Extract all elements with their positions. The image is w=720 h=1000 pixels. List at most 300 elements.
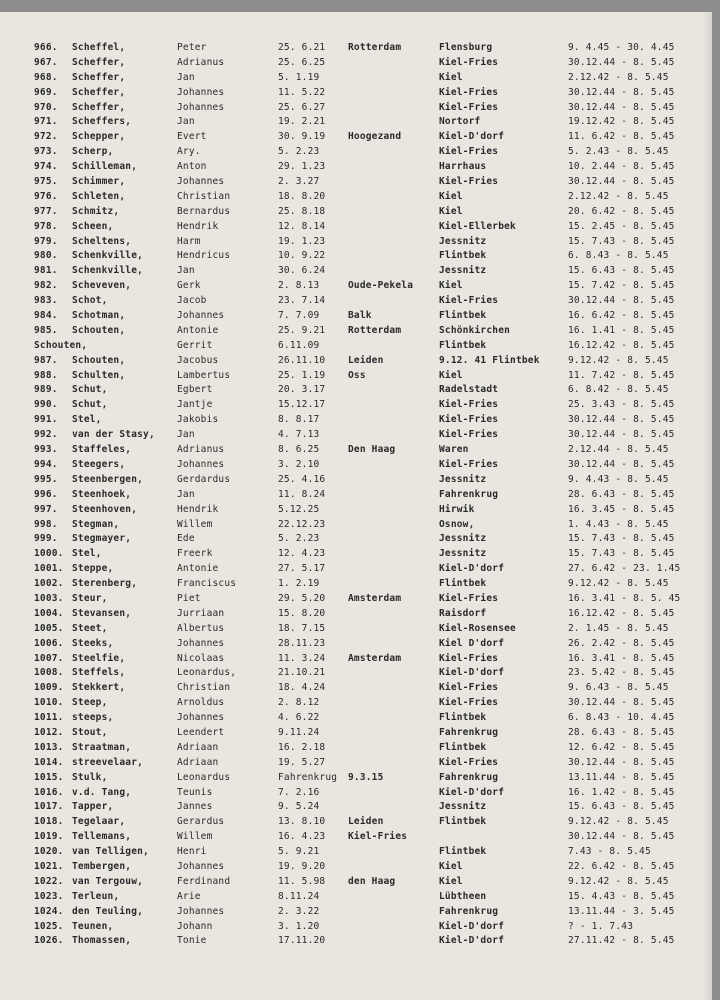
camp-location: Kiel-D'dorf bbox=[439, 786, 505, 798]
camp-location: Kiel-Fries bbox=[439, 458, 499, 470]
surname: Stegmayer, bbox=[72, 533, 132, 545]
surname: Thomassen, bbox=[72, 935, 132, 947]
given-name: Jan bbox=[177, 488, 195, 500]
camp-location: Hirwik bbox=[439, 503, 475, 515]
record-row bbox=[0, 116, 712, 131]
birth-date: 2. 3.27 bbox=[278, 176, 320, 188]
period-dates: 10. 2.44 - 8. 5.45 bbox=[568, 161, 675, 173]
surname: Scheffer, bbox=[72, 71, 126, 83]
camp-location: Jessnitz bbox=[439, 533, 487, 545]
camp-location: Flintbek bbox=[439, 741, 487, 753]
surname: van Telligen, bbox=[72, 846, 149, 858]
camp-location: Radelstadt bbox=[439, 384, 499, 396]
camp-location: Waren bbox=[439, 444, 469, 456]
period-dates: 16.12.42 - 8. 5.45 bbox=[568, 339, 675, 351]
given-name: Leonardus bbox=[177, 771, 231, 783]
surname: den Teuling, bbox=[72, 905, 144, 917]
camp-location: Fahrenkrug bbox=[439, 771, 499, 783]
record-number: 1016. bbox=[34, 786, 64, 798]
surname: Schleten, bbox=[72, 190, 126, 202]
surname: Scheen, bbox=[72, 220, 114, 232]
record-row bbox=[0, 697, 712, 712]
given-name: Johannes bbox=[177, 86, 225, 98]
given-name: Adriaan bbox=[177, 756, 219, 768]
surname: Sterenberg, bbox=[72, 578, 138, 590]
birth-date: 18. 8.20 bbox=[278, 190, 326, 202]
birth-place: 9.3.15 bbox=[348, 771, 384, 783]
record-number: 1008. bbox=[34, 667, 64, 679]
record-number: 977. bbox=[34, 205, 58, 217]
record-number: 1005. bbox=[34, 622, 64, 634]
period-dates: 9.12.42 - 8. 5.45 bbox=[568, 816, 669, 828]
birth-place: den Haag bbox=[348, 875, 396, 887]
given-name: Gerk bbox=[177, 280, 201, 292]
given-name: Bernardus bbox=[177, 205, 231, 217]
surname: Teunen, bbox=[72, 920, 114, 932]
surname: van der Stasy, bbox=[72, 429, 155, 441]
birth-date: 10. 9.22 bbox=[278, 250, 326, 262]
given-name: Arie bbox=[177, 890, 201, 902]
given-name: Ferdinand bbox=[177, 875, 231, 887]
period-dates: 1. 4.43 - 8. 5.45 bbox=[568, 518, 669, 530]
record-row bbox=[0, 682, 712, 697]
period-dates: 7.43 - 8. 5.45 bbox=[568, 846, 651, 858]
record-row bbox=[0, 161, 712, 176]
camp-location: Kiel-Fries bbox=[439, 295, 499, 307]
surname: Scheffers, bbox=[72, 116, 132, 128]
camp-location: Kiel-Fries bbox=[439, 56, 499, 68]
given-name: Arnoldus bbox=[177, 697, 225, 709]
given-name: Egbert bbox=[177, 384, 213, 396]
record-number: 1007. bbox=[34, 652, 64, 664]
record-number: 974. bbox=[34, 161, 58, 173]
record-number: 1006. bbox=[34, 637, 64, 649]
birth-date: 29. 5.20 bbox=[278, 592, 326, 604]
surname: Tapper, bbox=[72, 801, 114, 813]
surname: Schmitz, bbox=[72, 205, 120, 217]
record-number: 979. bbox=[34, 235, 58, 247]
surname: Schut, bbox=[72, 399, 108, 411]
given-name: Peter bbox=[177, 42, 207, 53]
record-number: 988. bbox=[34, 369, 58, 381]
record-row bbox=[0, 429, 712, 444]
period-dates: 5. 2.43 - 8. 5.45 bbox=[568, 146, 669, 158]
record-row bbox=[0, 772, 712, 787]
record-row bbox=[0, 891, 712, 906]
record-number: 995. bbox=[34, 473, 58, 485]
record-list bbox=[0, 42, 712, 950]
birth-date: 6.11.09 bbox=[278, 339, 320, 351]
record-row bbox=[0, 444, 712, 459]
surname: Schut, bbox=[72, 384, 108, 396]
birth-date: 3. 1.20 bbox=[278, 920, 320, 932]
record-row bbox=[0, 876, 712, 891]
record-row bbox=[0, 206, 712, 221]
birth-date: Fahrenkrug bbox=[278, 771, 338, 783]
period-dates: 6. 8.42 - 8. 5.45 bbox=[568, 384, 669, 396]
record-number: 967. bbox=[34, 56, 58, 68]
record-row bbox=[0, 935, 712, 950]
period-dates: 23. 5.42 - 8. 5.45 bbox=[568, 667, 675, 679]
record-row bbox=[0, 370, 712, 385]
surname: Schulten, bbox=[72, 369, 126, 381]
surname: streevelaar, bbox=[72, 756, 144, 768]
period-dates: 13.11.44 - 3. 5.45 bbox=[568, 905, 675, 917]
record-row bbox=[0, 250, 712, 265]
period-dates: 16. 6.42 - 8. 5.45 bbox=[568, 310, 675, 322]
given-name: Antonie bbox=[177, 324, 219, 336]
camp-location: Kiel-Fries bbox=[439, 414, 499, 426]
birth-place: Rotterdam bbox=[348, 324, 402, 336]
birth-date: 5. 2.23 bbox=[278, 146, 320, 158]
period-dates: 16. 3.45 - 8. 5.45 bbox=[568, 503, 675, 515]
given-name: Jan bbox=[177, 116, 195, 128]
record-row bbox=[0, 608, 712, 623]
camp-location: Jessnitz bbox=[439, 265, 487, 277]
record-number: 1025. bbox=[34, 920, 64, 932]
camp-location: Harrhaus bbox=[439, 161, 487, 173]
record-row bbox=[0, 325, 712, 340]
camp-location: Schönkirchen bbox=[439, 324, 511, 336]
given-name: Ede bbox=[177, 533, 195, 545]
surname: Stel, bbox=[72, 548, 102, 560]
record-number: 989. bbox=[34, 384, 58, 396]
birth-date: 15. 8.20 bbox=[278, 607, 326, 619]
birth-date: 1. 2.19 bbox=[278, 578, 320, 590]
birth-date: 25. 6.25 bbox=[278, 56, 326, 68]
camp-location: Osnow, bbox=[439, 518, 475, 530]
record-row bbox=[0, 146, 712, 161]
given-name: Jacob bbox=[177, 295, 207, 307]
surname: Stevansen, bbox=[72, 607, 132, 619]
birth-date: 2. 8.12 bbox=[278, 697, 320, 709]
record-number: 992. bbox=[34, 429, 58, 441]
camp-location: Jessnitz bbox=[439, 473, 487, 485]
given-name: Johannes bbox=[177, 905, 225, 917]
record-number: 980. bbox=[34, 250, 58, 262]
period-dates: 15. 7.42 - 8. 5.45 bbox=[568, 280, 675, 292]
record-row bbox=[0, 295, 712, 310]
given-name: Hendrik bbox=[177, 220, 219, 232]
given-name: Antonie bbox=[177, 563, 219, 575]
birth-place: Kiel-Fries bbox=[348, 831, 408, 843]
record-row bbox=[0, 742, 712, 757]
period-dates: 27. 6.42 - 23. 1.45 bbox=[568, 563, 681, 575]
given-name: Willem bbox=[177, 518, 213, 530]
birth-date: 22.12.23 bbox=[278, 518, 326, 530]
camp-location: Fahrenkrug bbox=[439, 488, 499, 500]
birth-place: Leiden bbox=[348, 354, 384, 366]
record-number: 999. bbox=[34, 533, 58, 545]
period-dates: 22. 6.42 - 8. 5.45 bbox=[568, 860, 675, 872]
record-number: 1017. bbox=[34, 801, 64, 813]
given-name: Jakobis bbox=[177, 414, 219, 426]
birth-date: 8. 6.25 bbox=[278, 444, 320, 456]
period-dates: 30.12.44 - 8. 5.45 bbox=[568, 295, 675, 307]
record-number: 1000. bbox=[34, 548, 64, 560]
surname: Steenhoven, bbox=[72, 503, 138, 515]
period-dates: 30.12.44 - 8. 5.45 bbox=[568, 697, 675, 709]
given-name: Adrianus bbox=[177, 444, 225, 456]
birth-date: 9.11.24 bbox=[278, 726, 320, 738]
record-row bbox=[0, 787, 712, 802]
record-row bbox=[0, 831, 712, 846]
record-number: 978. bbox=[34, 220, 58, 232]
camp-location: Kiel-Fries bbox=[439, 697, 499, 709]
camp-location: Kiel bbox=[439, 280, 463, 292]
period-dates: 9. 4.43 - 8. 5.45 bbox=[568, 473, 669, 485]
birth-date: 13. 8.10 bbox=[278, 816, 326, 828]
record-number: 1018. bbox=[34, 816, 64, 828]
camp-location: Kiel-D'dorf bbox=[439, 131, 505, 143]
record-row bbox=[0, 727, 712, 742]
surname: Schilleman, bbox=[72, 161, 138, 173]
camp-location: Lübtheen bbox=[439, 890, 487, 902]
birth-place: Amsterdam bbox=[348, 652, 402, 664]
given-name: Gerdardus bbox=[177, 473, 231, 485]
given-name: Gerrit bbox=[177, 339, 213, 351]
period-dates: 9. 6.43 - 8. 5.45 bbox=[568, 682, 669, 694]
record-row bbox=[0, 638, 712, 653]
record-row bbox=[0, 667, 712, 682]
record-row bbox=[0, 578, 712, 593]
given-name: Leendert bbox=[177, 726, 225, 738]
record-number: 968. bbox=[34, 71, 58, 83]
birth-date: 19. 2.21 bbox=[278, 116, 326, 128]
record-row bbox=[0, 504, 712, 519]
camp-location: Fahrenkrug bbox=[439, 905, 499, 917]
record-number: 976. bbox=[34, 190, 58, 202]
given-name: Christian bbox=[177, 682, 231, 694]
camp-location: Jessnitz bbox=[439, 801, 487, 813]
period-dates: 16. 1.42 - 8. 5.45 bbox=[568, 786, 675, 798]
birth-place: Oude-Pekela bbox=[348, 280, 414, 292]
period-dates: 26. 2.42 - 8. 5.45 bbox=[568, 637, 675, 649]
surname: Stekkert, bbox=[72, 682, 126, 694]
surname: Tegelaar, bbox=[72, 816, 126, 828]
record-number: 1003. bbox=[34, 592, 64, 604]
period-dates: 15. 7.43 - 8. 5.45 bbox=[568, 235, 675, 247]
birth-date: 11. 5.22 bbox=[278, 86, 326, 98]
camp-location: Kiel bbox=[439, 860, 463, 872]
given-name: Hendricus bbox=[177, 250, 231, 262]
period-dates: 9. 4.45 - 30. 4.45 bbox=[568, 42, 675, 53]
record-number: 997. bbox=[34, 503, 58, 515]
record-row bbox=[0, 489, 712, 504]
camp-location: Kiel-Fries bbox=[439, 146, 499, 158]
birth-date: 2. 8.13 bbox=[278, 280, 320, 292]
record-row bbox=[0, 757, 712, 772]
given-name: Gerardus bbox=[177, 816, 225, 828]
given-name: Ary. bbox=[177, 146, 201, 158]
period-dates: 15. 4.43 - 8. 5.45 bbox=[568, 890, 675, 902]
record-row bbox=[0, 355, 712, 370]
surname: Steppe, bbox=[72, 563, 114, 575]
record-number: 984. bbox=[34, 310, 58, 322]
record-row bbox=[0, 459, 712, 474]
period-dates: 9.12.42 - 8. 5.45 bbox=[568, 875, 669, 887]
record-number: 972. bbox=[34, 131, 58, 143]
record-row bbox=[0, 340, 712, 355]
surname: Steelfie, bbox=[72, 652, 126, 664]
camp-location: Flintbek bbox=[439, 816, 487, 828]
record-number: 1009. bbox=[34, 682, 64, 694]
period-dates: 15. 7.43 - 8. 5.45 bbox=[568, 533, 675, 545]
birth-date: 8. 8.17 bbox=[278, 414, 320, 426]
surname: Scherp, bbox=[72, 146, 114, 158]
birth-date: 5. 9.21 bbox=[278, 846, 320, 858]
camp-location: Flintbek bbox=[439, 712, 487, 724]
period-dates: 15. 6.43 - 8. 5.45 bbox=[568, 265, 675, 277]
camp-location: 9.12. 41 Flintbek bbox=[439, 354, 540, 366]
given-name: Johannes bbox=[177, 176, 225, 188]
surname: Stulk, bbox=[72, 771, 108, 783]
record-row bbox=[0, 712, 712, 727]
record-number: 985. bbox=[34, 324, 58, 336]
period-dates: 2.12.44 - 8. 5.45 bbox=[568, 444, 669, 456]
record-row bbox=[0, 653, 712, 668]
camp-location: Flintbek bbox=[439, 578, 487, 590]
record-row bbox=[0, 42, 712, 57]
birth-date: 21.10.21 bbox=[278, 667, 326, 679]
birth-date: 29. 1.23 bbox=[278, 161, 326, 173]
camp-location: Kiel bbox=[439, 875, 463, 887]
given-name: Albertus bbox=[177, 622, 225, 634]
period-dates: 13.11.44 - 8. 5.45 bbox=[568, 771, 675, 783]
camp-location: Kiel-Rosensee bbox=[439, 622, 516, 634]
record-row bbox=[0, 474, 712, 489]
surname: Steeks, bbox=[72, 637, 114, 649]
record-row bbox=[0, 801, 712, 816]
birth-place: Balk bbox=[348, 310, 372, 322]
record-number: 1026. bbox=[34, 935, 64, 947]
record-row bbox=[0, 87, 712, 102]
given-name: Jannes bbox=[177, 801, 213, 813]
record-number: 975. bbox=[34, 176, 58, 188]
period-dates: 9.12.42 - 8. 5.45 bbox=[568, 354, 669, 366]
period-dates: 16. 1.41 - 8. 5.45 bbox=[568, 324, 675, 336]
surname: Steegers, bbox=[72, 458, 126, 470]
birth-place: Den Haag bbox=[348, 444, 396, 456]
given-name: Tonie bbox=[177, 935, 207, 947]
record-number: 1012. bbox=[34, 726, 64, 738]
given-name: Adriaan bbox=[177, 741, 219, 753]
period-dates: 6. 8.43 - 10. 4.45 bbox=[568, 712, 675, 724]
record-number: 1015. bbox=[34, 771, 64, 783]
period-dates: 9.12.42 - 8. 5.45 bbox=[568, 578, 669, 590]
period-dates: 11. 6.42 - 8. 5.45 bbox=[568, 131, 675, 143]
period-dates: 16.12.42 - 8. 5.45 bbox=[568, 607, 675, 619]
record-number: 991. bbox=[34, 414, 58, 426]
surname: Steet, bbox=[72, 622, 108, 634]
record-row bbox=[0, 533, 712, 548]
birth-date: 7. 2.16 bbox=[278, 786, 320, 798]
camp-location: Kiel-Fries bbox=[439, 652, 499, 664]
given-name: Johannes bbox=[177, 637, 225, 649]
period-dates: 27.11.42 - 8. 5.45 bbox=[568, 935, 675, 947]
birth-date: 19. 5.27 bbox=[278, 756, 326, 768]
birth-date: 20. 3.17 bbox=[278, 384, 326, 396]
surname: Steep, bbox=[72, 697, 108, 709]
given-name: Hendrik bbox=[177, 503, 219, 515]
period-dates: 30.12.44 - 8. 5.45 bbox=[568, 56, 675, 68]
birth-date: 8.11.24 bbox=[278, 890, 320, 902]
surname: Stout, bbox=[72, 726, 108, 738]
record-number: 1021. bbox=[34, 860, 64, 872]
camp-location: Jessnitz bbox=[439, 235, 487, 247]
record-number: 1024. bbox=[34, 905, 64, 917]
camp-location: Kiel-Fries bbox=[439, 682, 499, 694]
surname: Schotman, bbox=[72, 310, 126, 322]
given-name: Harm bbox=[177, 235, 201, 247]
record-number: 990. bbox=[34, 399, 58, 411]
camp-location: Kiel-D'dorf bbox=[439, 667, 505, 679]
birth-date: 18. 7.15 bbox=[278, 622, 326, 634]
record-row bbox=[0, 921, 712, 936]
given-name: Freerk bbox=[177, 548, 213, 560]
birth-date: 30. 6.24 bbox=[278, 265, 326, 277]
birth-date: 25. 9.21 bbox=[278, 324, 326, 336]
birth-date: 19. 9.20 bbox=[278, 860, 326, 872]
given-name: Johannes bbox=[177, 458, 225, 470]
surname: Stegman, bbox=[72, 518, 120, 530]
surname: Scheffer, bbox=[72, 56, 126, 68]
document-page bbox=[0, 12, 712, 1000]
birth-date: 9. 5.24 bbox=[278, 801, 320, 813]
camp-location: Fahrenkrug bbox=[439, 726, 499, 738]
surname: Tellemans, bbox=[72, 831, 132, 843]
given-name: Nicolaas bbox=[177, 652, 225, 664]
birth-place: Hoogezand bbox=[348, 131, 402, 143]
camp-location: Kiel-Fries bbox=[439, 756, 499, 768]
given-name: Johann bbox=[177, 920, 213, 932]
record-row bbox=[0, 861, 712, 876]
given-name: Jurriaan bbox=[177, 607, 225, 619]
period-dates: 30.12.44 - 8. 5.45 bbox=[568, 756, 675, 768]
record-row bbox=[0, 399, 712, 414]
given-name: Jantje bbox=[177, 399, 213, 411]
period-dates: 30.12.44 - 8. 5.45 bbox=[568, 176, 675, 188]
record-number: 1004. bbox=[34, 607, 64, 619]
period-dates: 30.12.44 - 8. 5.45 bbox=[568, 101, 675, 113]
record-number: 996. bbox=[34, 488, 58, 500]
camp-location: Flintbek bbox=[439, 339, 487, 351]
birth-date: 25. 8.18 bbox=[278, 205, 326, 217]
record-row bbox=[0, 519, 712, 534]
birth-date: 4. 7.13 bbox=[278, 429, 320, 441]
surname: Straatman, bbox=[72, 741, 132, 753]
given-name: Jan bbox=[177, 265, 195, 277]
surname: Scheffer, bbox=[72, 86, 126, 98]
birth-place: Rotterdam bbox=[348, 42, 402, 53]
given-name: Johannes bbox=[177, 712, 225, 724]
surname: Steenhoek, bbox=[72, 488, 132, 500]
period-dates: 28. 6.43 - 8. 5.45 bbox=[568, 488, 675, 500]
record-number: 1011. bbox=[34, 712, 64, 724]
record-number: 998. bbox=[34, 518, 58, 530]
record-row bbox=[0, 57, 712, 72]
camp-location: Kiel bbox=[439, 205, 463, 217]
period-dates: 2.12.42 - 8. 5.45 bbox=[568, 190, 669, 202]
given-name: Johannes bbox=[177, 310, 225, 322]
birth-date: 23. 7.14 bbox=[278, 295, 326, 307]
period-dates: 12. 6.42 - 8. 5.45 bbox=[568, 741, 675, 753]
record-number: 987. bbox=[34, 354, 58, 366]
record-row bbox=[0, 221, 712, 236]
birth-date: 4. 6.22 bbox=[278, 712, 320, 724]
camp-location: Flensburg bbox=[439, 42, 493, 53]
camp-location: Kiel-Ellerbek bbox=[439, 220, 516, 232]
